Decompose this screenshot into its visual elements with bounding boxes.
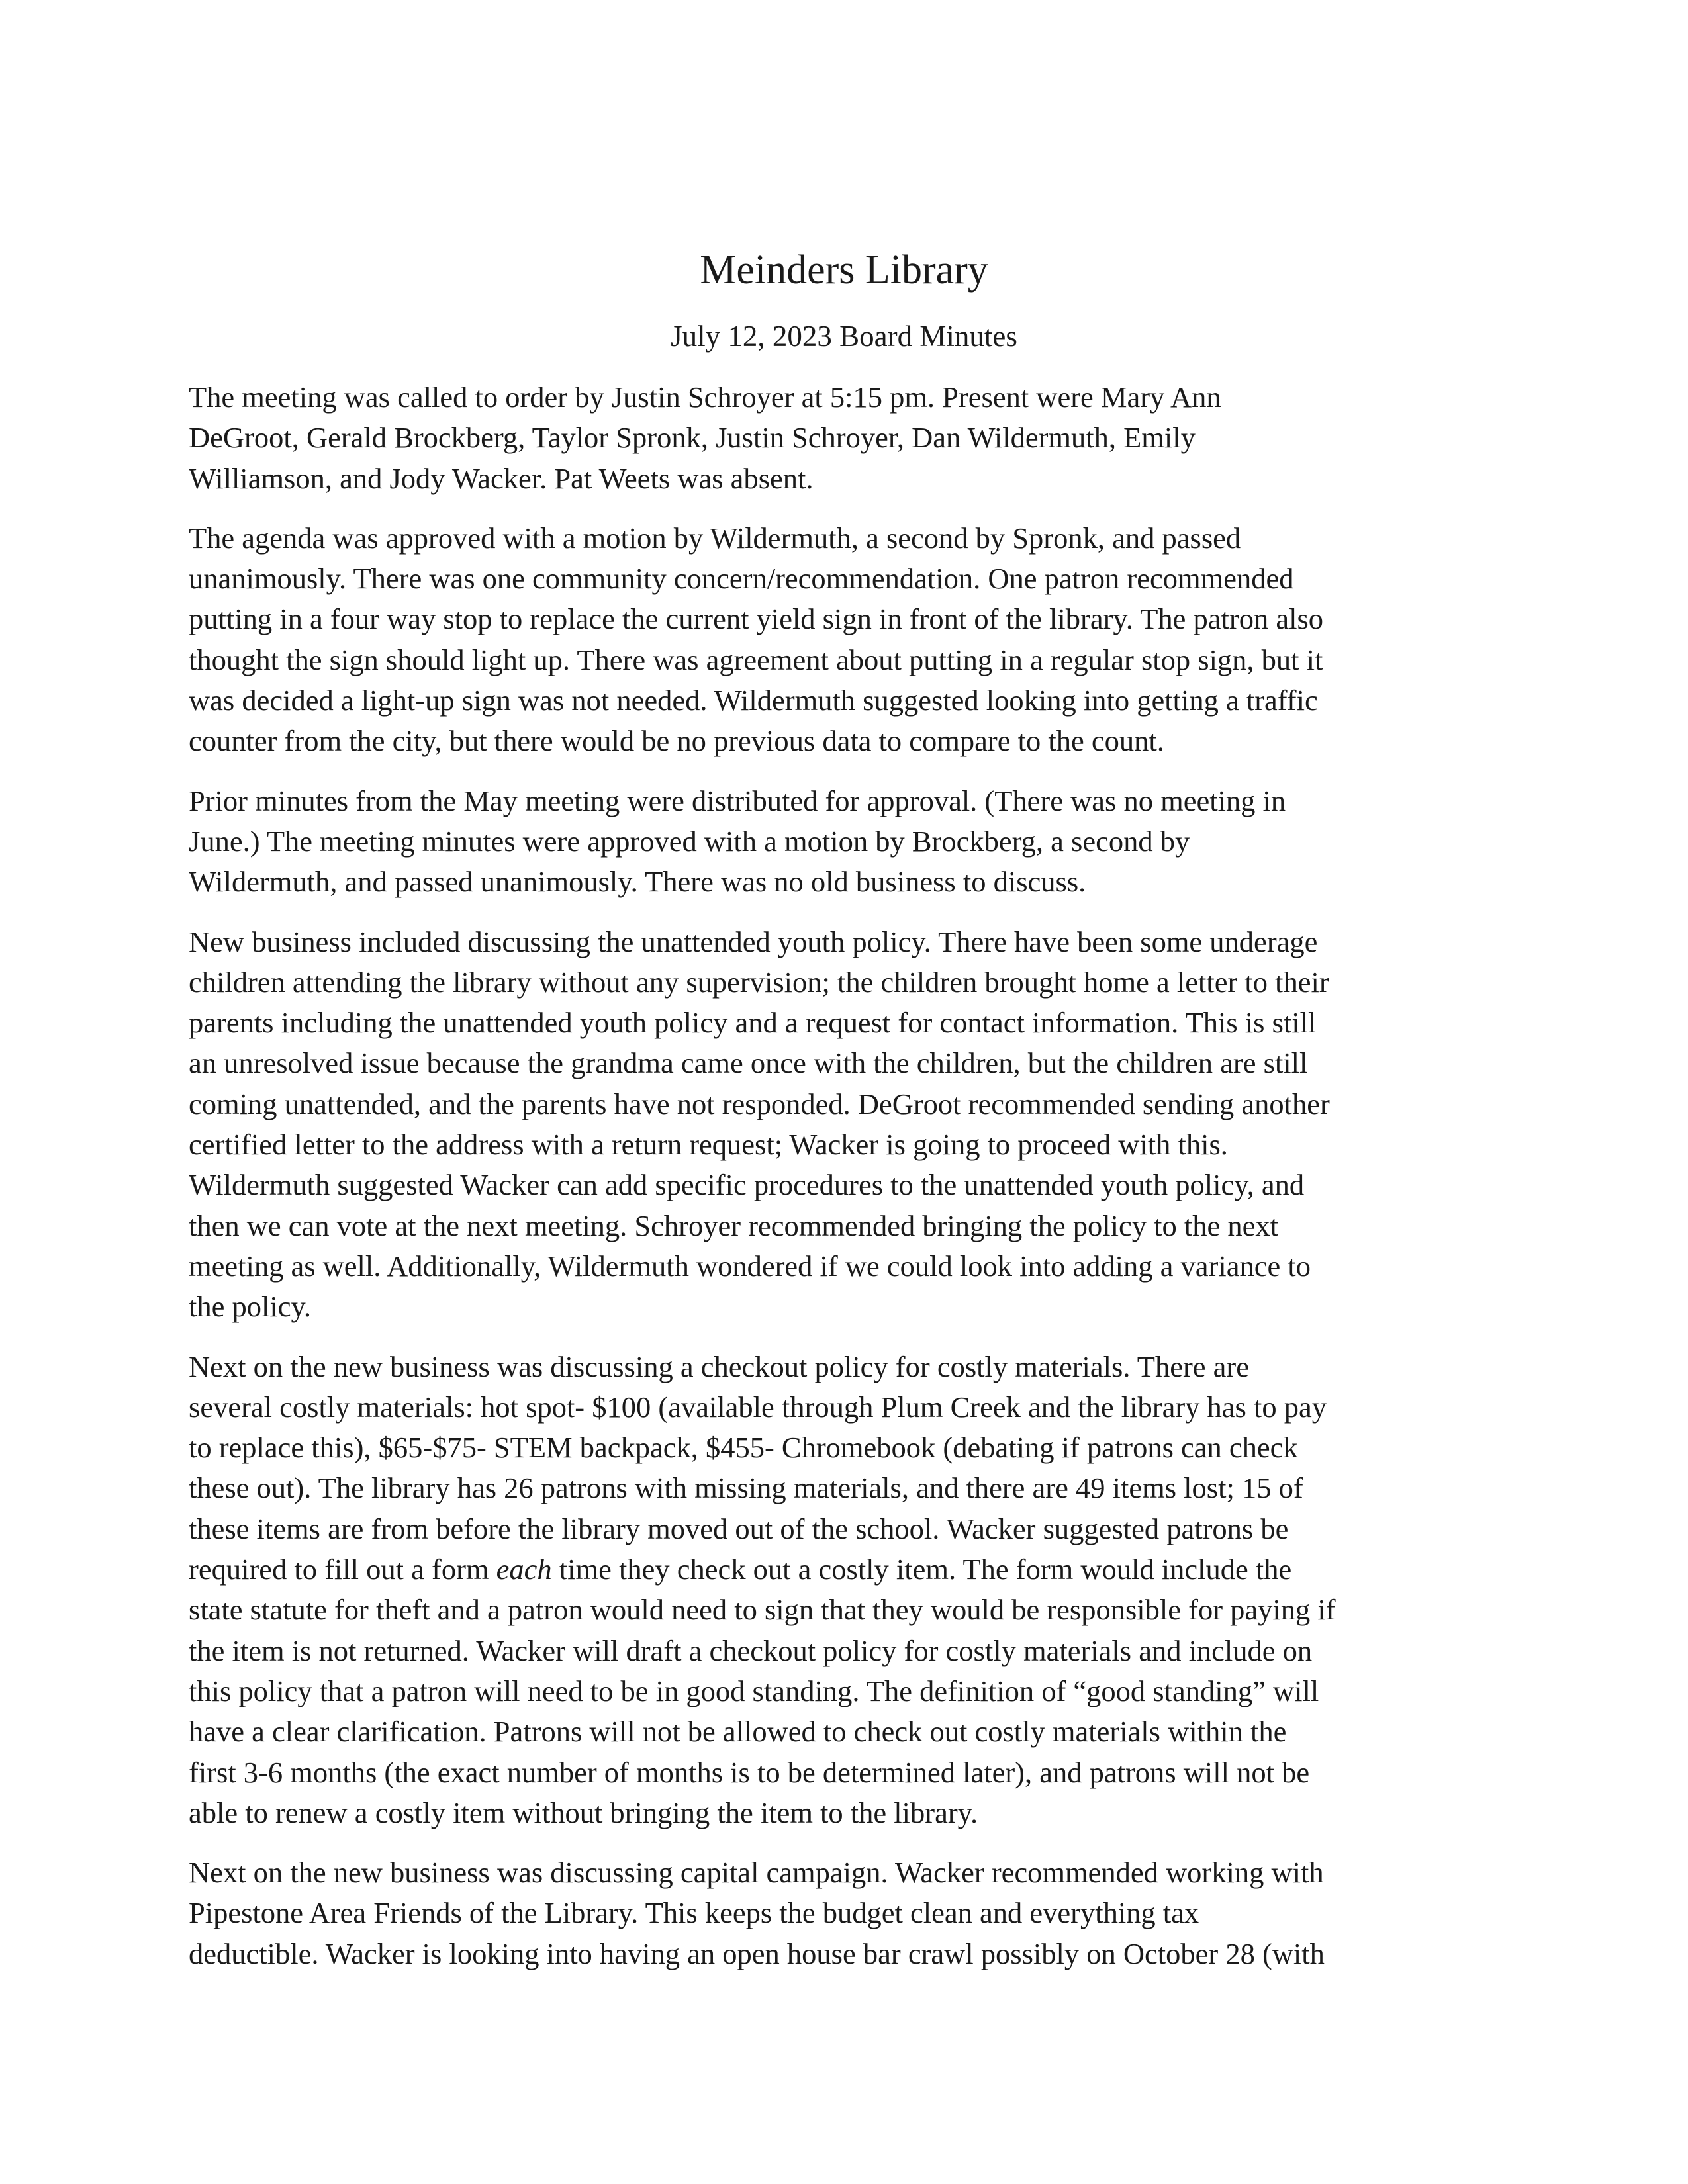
paragraph [189, 1347, 1499, 1834]
text-line: coming unattended, and the parents have not responded. DeGroot recommended sending another [189, 1087, 1330, 1120]
text-line: counter from the city, but there would be no previous data to compare to the count. [189, 724, 1164, 758]
text-line: Next on the new business was discussing a checkout policy for costly materials. There are [189, 1349, 1249, 1383]
text-line: these items are from before the library moved out of the school. Wacker suggested patrons be [189, 1512, 1289, 1545]
text-line: Pipestone Area Friends of the Library. This keeps the budget clean and everything tax [189, 1896, 1199, 1930]
text-line: the item is not returned. Wacker will draft a checkout policy for costly materials and include on [189, 1633, 1313, 1667]
text-line: Wildermuth suggested Wacker can add specific procedures to the unattended youth policy, and [189, 1168, 1305, 1202]
text-line: an unresolved issue because the grandma came once with the children, but the children are still [189, 1046, 1308, 1080]
text-line: June.) The meeting minutes were approved with a motion by Brockberg, a second by [189, 824, 1190, 858]
text-line: these out). The library has 26 patrons with missing materials, and there are 49 items lost; 15 of [189, 1471, 1303, 1505]
text-line: this policy that a patron will need to be in good standing. The definition of “good standing” will [189, 1674, 1319, 1707]
text-line: thought the sign should light up. There was agreement about putting in a regular stop sign, but it [189, 643, 1323, 676]
text-line: state statute for theft and a patron would need to sign that they would be responsible for paying if [189, 1593, 1336, 1627]
text-line: required to fill out a form each time they check out a costly item. The form would include the [189, 1553, 1292, 1586]
text-line: Next on the new business was discussing capital campaign. Wacker recommended working with [189, 1856, 1324, 1889]
text-line: deductible. Wacker is looking into having an open house bar crawl possibly on October 28 (with [189, 1936, 1325, 1970]
document-subtitle: July 12, 2023 Board Minutes [671, 320, 1017, 353]
text-line: was decided a light-up sign was not needed. Wildermuth suggested looking into getting a traffic [189, 684, 1318, 717]
text-line: have a clear clarification. Patrons will not be allowed to check out costly materials within the [189, 1715, 1287, 1749]
text-line: to replace this), $65-$75- STEM backpack, $455- Chromebook (debating if patrons can check [189, 1431, 1298, 1465]
paragraph [189, 922, 1499, 1328]
text-line: first 3-6 months (the exact number of months is to be determined later), and patrons will not be [189, 1755, 1310, 1789]
emphasis: each [496, 1553, 552, 1586]
paragraph [189, 377, 1499, 499]
paragraph [189, 1852, 1499, 1974]
text-line: able to renew a costly item without bringing the item to the library. [189, 1796, 978, 1829]
text-line: DeGroot, Gerald Brockberg, Taylor Spronk, Justin Schroyer, Dan Wildermuth, Emily [189, 421, 1196, 455]
paragraph [189, 781, 1499, 903]
text-line: Williamson, and Jody Wacker. Pat Weets was absent. [189, 461, 814, 495]
text-line: The agenda was approved with a motion by Wildermuth, a second by Spronk, and passed [189, 521, 1241, 555]
text-line: then we can vote at the next meeting. Schroyer recommended bringing the policy to the next [189, 1208, 1278, 1242]
text-line: Prior minutes from the May meeting were distributed for approval. (There was no meeting in [189, 784, 1286, 817]
text-line: Wildermuth, and passed unanimously. There was no old business to discuss. [189, 865, 1086, 899]
text-line: unanimously. There was one community concern/recommendation. One patron recommended [189, 562, 1294, 596]
document-title: Meinders Library [700, 248, 988, 293]
text-line: certified letter to the address with a return request; Wacker is going to proceed with this. [189, 1128, 1228, 1161]
text-line: New business included discussing the unattended youth policy. There have been some underage [189, 925, 1318, 958]
paragraph [189, 518, 1499, 762]
text-line: The meeting was called to order by Justin Schroyer at 5:15 pm. Present were Mary Ann [189, 381, 1221, 414]
document-body [189, 377, 1499, 1993]
text-line: the policy. [189, 1290, 311, 1324]
text-line: parents including the unattended youth policy and a request for contact information. This is still [189, 1006, 1317, 1040]
text-line: several costly materials: hot spot- $100 (available through Plum Creek and the library has to pay [189, 1390, 1327, 1424]
text-line: meeting as well. Additionally, Wildermuth wondered if we could look into adding a variance to [189, 1249, 1311, 1283]
text-line: putting in a four way stop to replace the current yield sign in front of the library. The patron also [189, 602, 1324, 636]
text-line: children attending the library without any supervision; the children brought home a letter to their [189, 965, 1329, 999]
